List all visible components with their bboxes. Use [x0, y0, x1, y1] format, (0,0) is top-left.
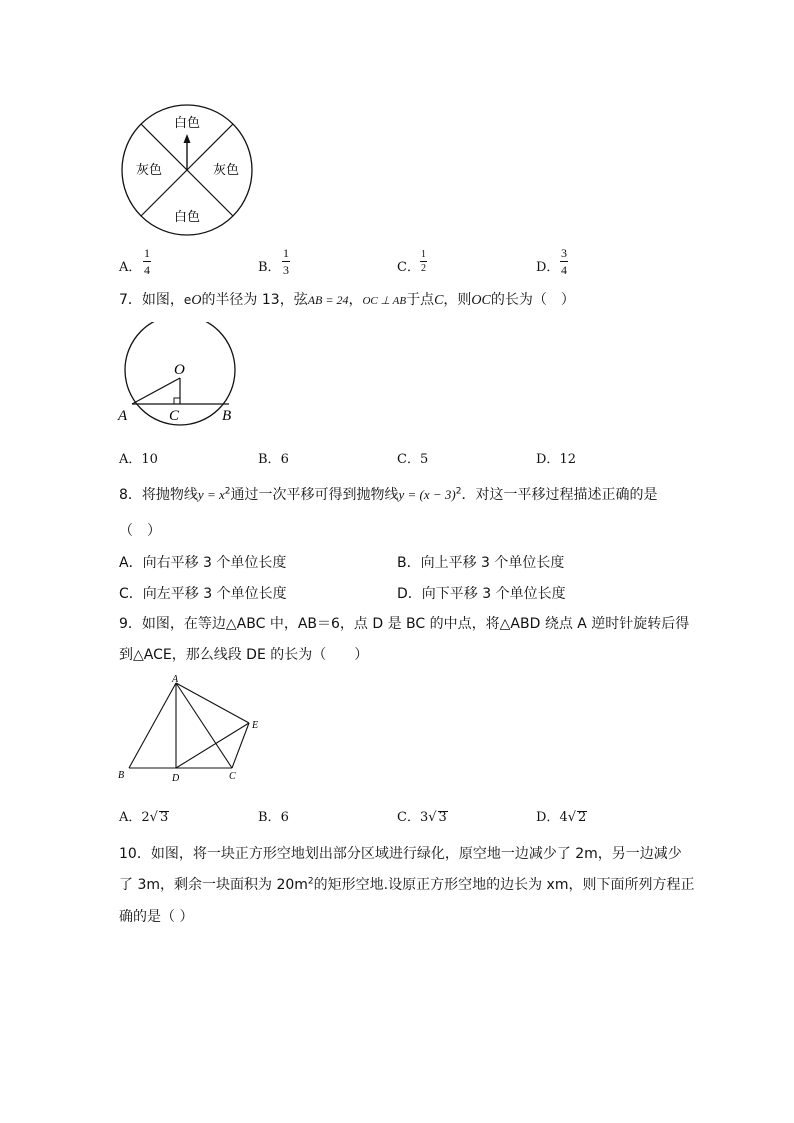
q9-question-line-1: 9．如图，在等边△ABC 中，AB＝6，点 D 是 BC 的中点，将△ABD 绕点 A 逆时针旋转后得: [119, 616, 690, 632]
q7-text-2: 的半径为 13，弦: [201, 292, 308, 308]
q7-option-b: [258, 448, 289, 467]
q7-label-c: C: [169, 408, 180, 424]
q8-option-a: [119, 552, 286, 572]
q8-option-c: [119, 583, 287, 603]
q7-text-4: 于点: [406, 292, 435, 308]
q8-text-2: 通过一次平移可得到抛物线: [230, 487, 399, 503]
option-value: 6: [280, 810, 289, 825]
option-coefficient: 4: [559, 810, 568, 825]
q7-text-6: 的长为（ ）: [490, 292, 575, 308]
q7-expr-perp: OC ⊥ AB: [362, 295, 407, 307]
q6-option-b-letter: B．: [258, 260, 281, 275]
option-value: 6: [280, 452, 289, 467]
option-letter: C．: [119, 586, 143, 602]
q8-text-3: ．对这一平移过程描述正确的是: [461, 487, 658, 503]
spinner-label-top: 白色: [173, 116, 201, 131]
q9-option-a: [119, 806, 169, 825]
q7-expr-ab: AB = 24: [307, 293, 349, 307]
q7-label-o: O: [174, 362, 185, 378]
q9-label-e: E: [252, 720, 259, 731]
fraction-numerator: 1: [283, 246, 289, 260]
q8-number: 8．: [119, 487, 142, 503]
spinner-figure: [120, 103, 255, 238]
q8-expr-1: y = x: [197, 487, 225, 502]
q6-option-a-fraction: [143, 246, 151, 277]
option-letter: D．: [397, 586, 422, 602]
option-value: 12: [559, 452, 576, 467]
option-letter: A．: [119, 555, 143, 571]
q7-question: [119, 289, 575, 309]
option-text: 向右平移 3 个单位长度: [142, 555, 287, 571]
q7-option-a: [119, 448, 158, 467]
q8-question: [119, 484, 657, 504]
sqrt-icon: √: [567, 810, 577, 825]
fraction-numerator: 1: [144, 246, 150, 260]
fraction-denominator: 4: [144, 263, 150, 277]
q7-circle-figure: [112, 322, 242, 426]
q6-option-d-letter: D．: [536, 260, 560, 275]
q7-text-3: ，: [348, 292, 363, 308]
option-coefficient: 3: [419, 810, 429, 825]
option-letter: A．: [119, 810, 142, 825]
q8-answer-bracket: （ ）: [119, 523, 161, 539]
q7-number: 7．: [119, 292, 142, 308]
q9-label-c: C: [229, 771, 236, 782]
q9-option-c: [397, 806, 448, 825]
q7-text-1: 如图，: [141, 292, 184, 308]
option-letter: D．: [536, 452, 560, 467]
q9-option-b: [258, 806, 289, 825]
q9-option-d: [536, 806, 587, 825]
q7-var-o: O: [191, 293, 202, 308]
option-letter: D．: [536, 810, 560, 825]
option-letter: A．: [119, 452, 142, 467]
q7-text-5: ，则: [443, 292, 472, 308]
q7-label-b: B: [222, 408, 232, 424]
q8-exp-2: 2: [455, 486, 462, 497]
q8-option-d: [397, 583, 566, 603]
q10-line-2-part-a: 了 3m，剩余一块面积为 20m: [119, 877, 308, 893]
q6-option-c-letter: C．: [397, 260, 420, 275]
q7-option-c: [397, 448, 428, 467]
option-radicand: 3: [438, 810, 447, 825]
sqrt-icon: √: [428, 810, 437, 825]
circle-symbol: e: [183, 293, 192, 307]
option-letter: C．: [397, 810, 420, 825]
option-value: 5: [419, 452, 429, 467]
fraction-numerator: 3: [561, 246, 567, 260]
q6-option-c-fraction: [420, 249, 427, 274]
q8-option-b: [397, 552, 564, 572]
sqrt-icon: √: [149, 810, 158, 825]
q9-label-d: D: [172, 773, 180, 784]
option-letter: B．: [397, 555, 421, 571]
option-letter: B．: [258, 452, 281, 467]
q9-label-a: A: [172, 674, 179, 685]
q9-label-b: B: [118, 770, 125, 781]
q8-text-1: 将抛物线: [141, 487, 198, 503]
option-text: 向下平移 3 个单位长度: [421, 586, 566, 602]
option-text: 向左平移 3 个单位长度: [142, 586, 287, 602]
option-coefficient: 2: [141, 810, 150, 825]
q10-question-line-1: 10．如图，将一块正方形空地划出部分区域进行绿化，原空地一边减少了 2m，另一边减少: [119, 846, 682, 862]
q9-question-line-2: 到△ACE，那么线段 DE 的长为（ ）: [119, 647, 369, 663]
spinner-label-bottom: 白色: [173, 210, 201, 225]
fraction-denominator: 3: [283, 263, 289, 277]
fraction-numerator: 1: [421, 249, 426, 260]
spinner-label-right: 灰色: [212, 163, 240, 178]
option-letter: C．: [397, 452, 420, 467]
q10-line-2-part-b: 的矩形空地.设原正方形空地的边长为 xm，则下面所列方程正: [313, 877, 695, 893]
q6-option-d-fraction: [560, 246, 568, 277]
q7-label-a: A: [118, 408, 128, 424]
option-radicand: 3: [159, 810, 169, 825]
option-radicand: 2: [578, 810, 587, 825]
q8-expr-2: y = (x − 3): [398, 487, 456, 502]
q7-var-c: C: [434, 293, 444, 308]
q6-option-a-letter: A．: [119, 260, 142, 275]
option-text: 向上平移 3 个单位长度: [420, 555, 565, 571]
q9-triangle-figure: [115, 670, 275, 788]
q7-var-oc: OC: [471, 293, 491, 308]
fraction-denominator: 2: [421, 263, 426, 274]
q6-option-b-fraction: [282, 246, 290, 277]
q8-exp-1: 2: [224, 486, 231, 497]
q10-question-line-3: 确的是（ ）: [119, 909, 194, 925]
option-letter: B．: [258, 810, 281, 825]
spinner-label-left: 灰色: [135, 163, 163, 178]
q7-option-d: [536, 448, 576, 467]
q10-question-line-2: [119, 874, 694, 894]
q10-line-2-superscript: 2: [307, 876, 314, 887]
fraction-denominator: 4: [561, 263, 567, 277]
option-value: 10: [141, 452, 158, 467]
